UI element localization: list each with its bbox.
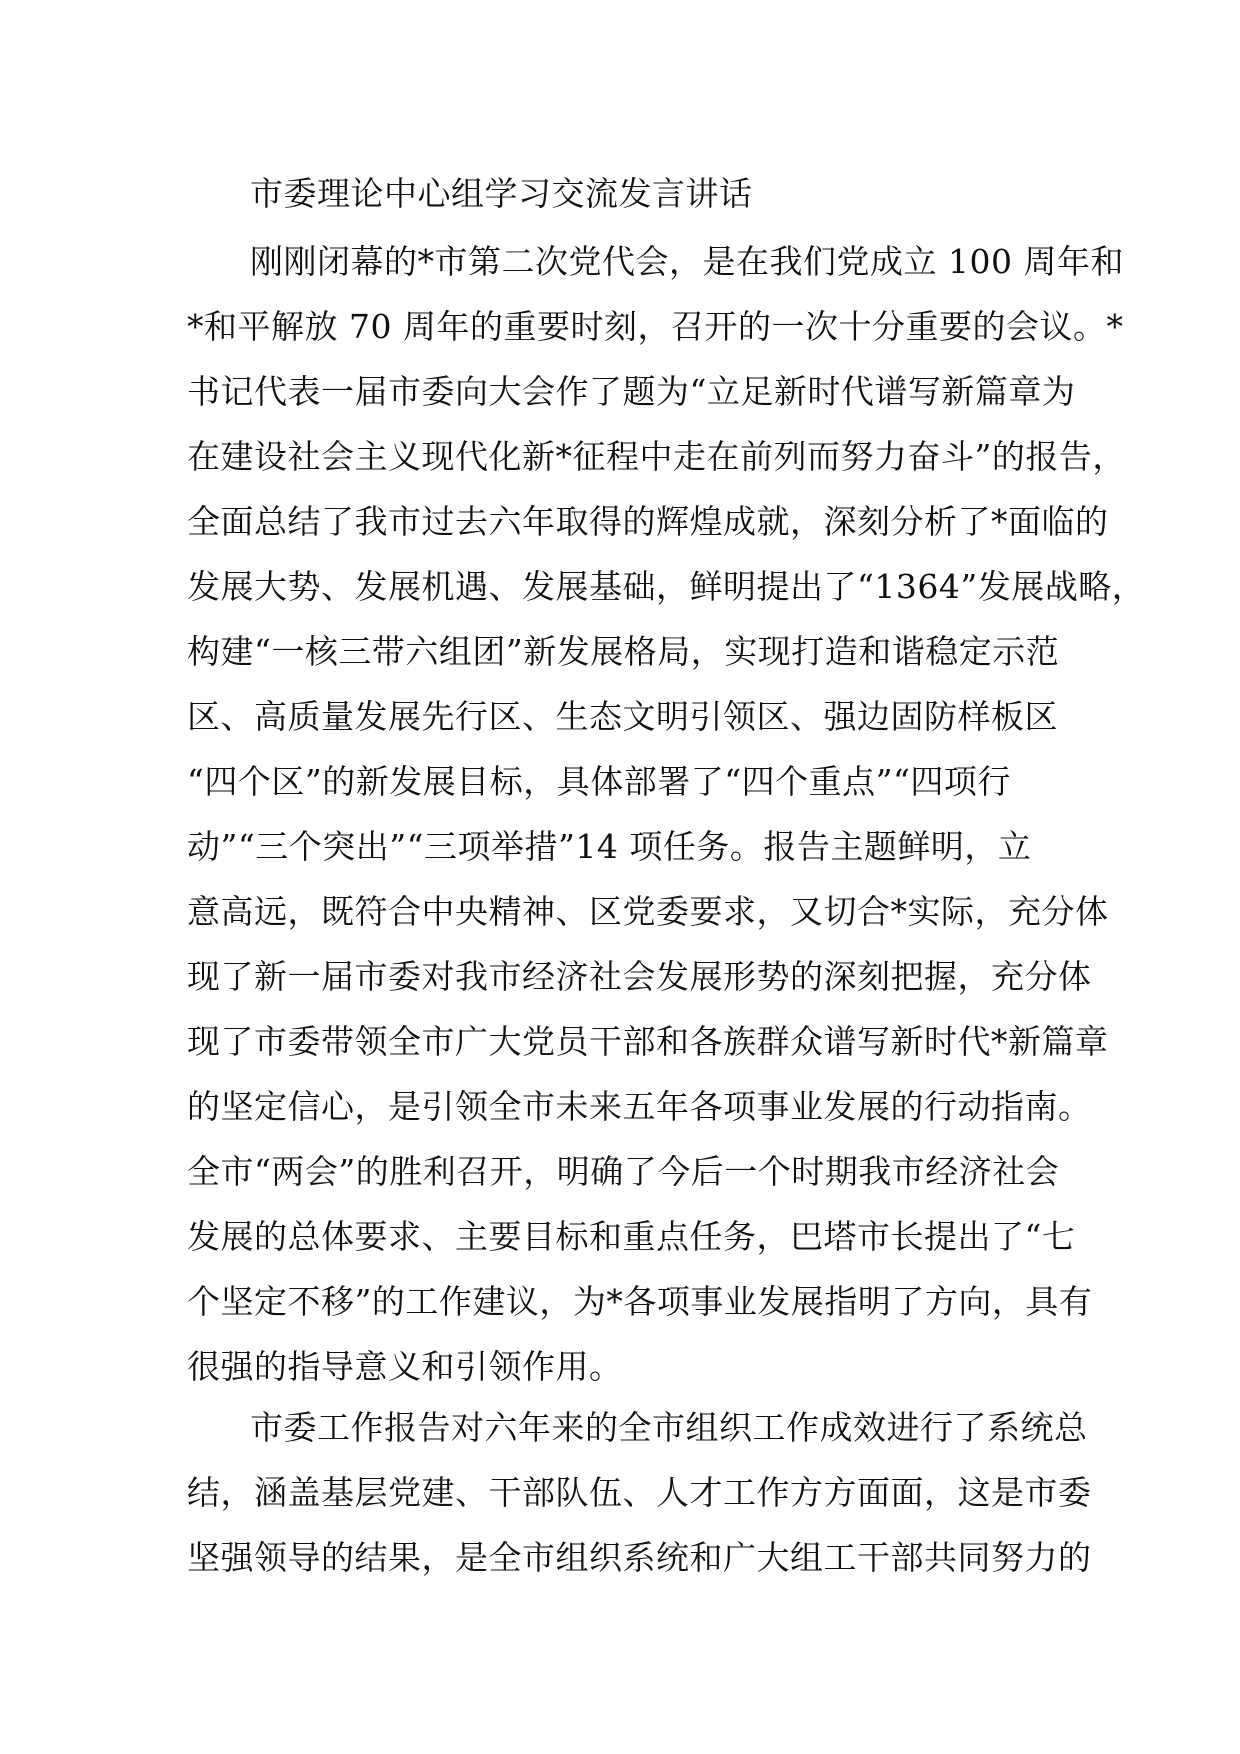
- text-line: 市委工作报告对六年来的全市组织工作成效进行了系统总: [250, 1408, 1088, 1447]
- paragraph: [187, 229, 1146, 1399]
- text-line: *和平解放 70 周年的重要时刻，召开的一次十分重要的会议。*: [187, 307, 1124, 346]
- text-line: 动”“三个突出”“三项举措”14 项任务。报告主题鲜明，立: [187, 827, 1032, 866]
- text-line: 现了市委带领全市广大党员干部和各族群众谱写新时代*新篇章: [187, 1022, 1109, 1061]
- text-line: 很强的指导意义和引领作用。: [187, 1347, 623, 1386]
- text-line: “四个区”的新发展目标，具体部署了“四个重点”“四项行: [187, 762, 1011, 801]
- text-line: 意高远，既符合中央精神、区党委要求，又切合*实际，充分体: [187, 892, 1109, 931]
- text-line: 全市“两会”的胜利召开，明确了今后一个时期我市经济社会: [187, 1152, 1060, 1191]
- text-line: 现了新一届市委对我市经济社会发展形势的深刻把握，充分体: [187, 957, 1092, 996]
- text-line: 发展的总体要求、主要目标和重点任务，巴塔市长提出了“七: [187, 1217, 1076, 1256]
- text-line: 刚刚闭幕的*市第二次党代会，是在我们党成立 100 周年和: [250, 242, 1124, 281]
- document-title: 市委理论中心组学习交流发言讲话: [250, 174, 753, 213]
- paragraph: [187, 1395, 1092, 1590]
- text-line: 个坚定不移”的工作建议，为*各项事业发展指明了方向，具有: [187, 1282, 1093, 1321]
- text-line: 坚强领导的结果，是全市组织系统和广大组工干部共同努力的: [187, 1538, 1092, 1577]
- text-line: 结，涵盖基层党建、干部队伍、人才工作方方面面，这是市委: [187, 1473, 1092, 1512]
- text-line: 的坚定信心，是引领全市未来五年各项事业发展的行动指南。: [187, 1087, 1092, 1126]
- text-line: 全面总结了我市过去六年取得的辉煌成就，深刻分析了*面临的: [187, 502, 1109, 541]
- text-line: 构建“一核三带六组团”新发展格局，实现打造和谐稳定示范: [187, 632, 1060, 671]
- text-line: 在建设社会主义现代化新*征程中走在前列而努力奋斗”的报告，: [187, 437, 1126, 476]
- text-line: 发展大势、发展机遇、发展基础，鲜明提出了“1364”发展战略，: [187, 567, 1146, 606]
- text-line: 区、高质量发展先行区、生态文明引领区、强边固防样板区: [187, 697, 1058, 736]
- text-line: 书记代表一届市委向大会作了题为“立足新时代谱写新篇章为: [187, 372, 1076, 411]
